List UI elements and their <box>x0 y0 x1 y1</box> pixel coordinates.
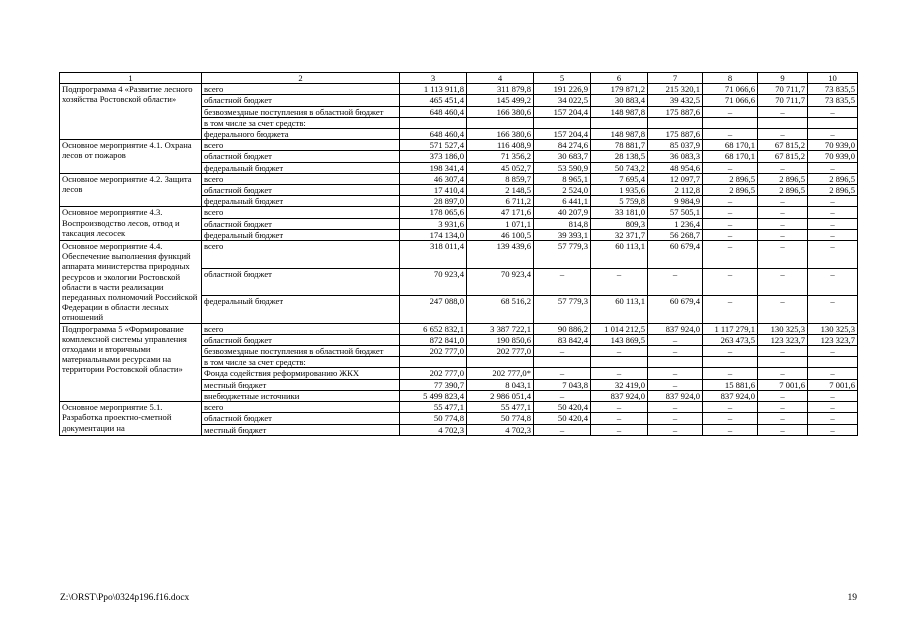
amount-cell: – <box>703 218 758 229</box>
amount-cell: – <box>591 413 648 424</box>
amount-cell: 175 887,6 <box>648 129 703 140</box>
amount-cell: – <box>758 162 808 173</box>
amount-cell: 2 896,5 <box>808 173 858 184</box>
amount-cell: – <box>808 402 858 413</box>
amount-cell <box>758 357 808 368</box>
amount-cell: 145 499,2 <box>467 95 534 106</box>
amount-cell: 648 460,4 <box>400 106 467 117</box>
amount-cell: – <box>808 346 858 357</box>
amount-cell: – <box>808 162 858 173</box>
table-row <box>60 402 858 413</box>
amount-cell: 50 774,8 <box>400 413 467 424</box>
amount-cell: 2 896,5 <box>703 185 758 196</box>
amount-cell: 30 883,4 <box>591 95 648 106</box>
amount-cell <box>703 117 758 128</box>
amount-cell: 8 043,1 <box>467 379 534 390</box>
amount-cell: 17 410,4 <box>400 185 467 196</box>
funding-source-cell: областной бюджет <box>202 413 400 424</box>
amount-cell: – <box>758 424 808 435</box>
program-name-cell: Основное мероприятие 4.2. Защита лесов <box>60 173 202 207</box>
column-number: 10 <box>808 73 858 84</box>
amount-cell <box>467 357 534 368</box>
amount-cell: 148 987,8 <box>591 106 648 117</box>
amount-cell: 2 896,5 <box>703 173 758 184</box>
amount-cell: – <box>758 129 808 140</box>
amount-cell: 837 924,0 <box>703 390 758 401</box>
funding-source-cell: местный бюджет <box>202 379 400 390</box>
amount-cell: 247 088,0 <box>400 296 467 324</box>
amount-cell: 70 711,7 <box>758 84 808 95</box>
amount-cell: – <box>703 346 758 357</box>
amount-cell: 84 274,6 <box>534 140 591 151</box>
amount-cell: – <box>648 379 703 390</box>
amount-cell: – <box>808 106 858 117</box>
table-row <box>60 173 858 184</box>
amount-cell: 157 204,4 <box>534 106 591 117</box>
amount-cell: 56 268,7 <box>648 229 703 240</box>
amount-cell: 68 170,1 <box>703 140 758 151</box>
amount-cell: – <box>808 296 858 324</box>
program-name-cell: Подпрограмма 4 «Развитие лесного хозяйства Ростовской области» <box>60 84 202 140</box>
program-name-cell: Основное мероприятие 5.1. Разработка проектно-сметной документации на <box>60 402 202 436</box>
amount-cell: – <box>591 402 648 413</box>
amount-cell: – <box>758 346 808 357</box>
amount-cell: 6 711,2 <box>467 196 534 207</box>
amount-cell: 50 420,4 <box>534 413 591 424</box>
program-name-cell: Основное мероприятие 4.4. Обеспечение выполнения функций аппарата министерства природных ресурсов и экологии Ростовской области в части реализации переданных полномочий Российской Федерации в области лесных отношений <box>60 241 202 324</box>
amount-cell: – <box>808 218 858 229</box>
amount-cell: 123 323,7 <box>808 334 858 345</box>
amount-cell: – <box>758 390 808 401</box>
amount-cell <box>648 117 703 128</box>
amount-cell: 70 711,7 <box>758 95 808 106</box>
amount-cell: 70 923,4 <box>400 268 467 296</box>
amount-cell: 143 869,5 <box>591 334 648 345</box>
amount-cell: 55 477,1 <box>467 402 534 413</box>
amount-cell: – <box>648 334 703 345</box>
table-row <box>60 241 858 269</box>
amount-cell: – <box>648 346 703 357</box>
amount-cell: 57 505,1 <box>648 207 703 218</box>
amount-cell: 3 387 722,1 <box>467 323 534 334</box>
amount-cell: – <box>808 424 858 435</box>
amount-cell: 33 181,0 <box>591 207 648 218</box>
amount-cell: 39 432,5 <box>648 95 703 106</box>
amount-cell: 190 850,6 <box>467 334 534 345</box>
column-number: 2 <box>202 73 400 84</box>
amount-cell: 837 924,0 <box>591 390 648 401</box>
column-number: 4 <box>467 73 534 84</box>
amount-cell: 2 112,8 <box>648 185 703 196</box>
amount-cell: 6 441,1 <box>534 196 591 207</box>
amount-cell: 57 779,3 <box>534 296 591 324</box>
amount-cell: 9 984,9 <box>648 196 703 207</box>
column-number: 6 <box>591 73 648 84</box>
amount-cell: 45 052,7 <box>467 162 534 173</box>
program-name-cell: Подпрограмма 5 «Формирование комплексной системы управления отходами и вторичными материальными ресурсами на территории Ростовской области» <box>60 323 202 401</box>
amount-cell: – <box>703 241 758 269</box>
amount-cell: 12 097,7 <box>648 173 703 184</box>
amount-cell <box>467 117 534 128</box>
amount-cell: – <box>591 268 648 296</box>
amount-cell: – <box>534 424 591 435</box>
amount-cell: 70 939,0 <box>808 151 858 162</box>
page-number: 19 <box>847 593 857 603</box>
amount-cell: 67 815,2 <box>758 140 808 151</box>
amount-cell <box>534 117 591 128</box>
amount-cell: 73 835,5 <box>808 84 858 95</box>
amount-cell: 166 380,6 <box>467 106 534 117</box>
amount-cell: 814,8 <box>534 218 591 229</box>
funding-source-cell: федеральный бюджет <box>202 196 400 207</box>
amount-cell: 50 420,4 <box>534 402 591 413</box>
amount-cell: 1 071,1 <box>467 218 534 229</box>
amount-cell: 2 148,5 <box>467 185 534 196</box>
amount-cell: 28 897,0 <box>400 196 467 207</box>
program-name-cell: Основное мероприятие 4.3. Воспроизводство лесов, отвод и таксация лесосек <box>60 207 202 241</box>
funding-source-cell: Фонда содействия реформированию ЖКХ <box>202 368 400 379</box>
amount-cell: 8 965,1 <box>534 173 591 184</box>
amount-cell: 32 419,0 <box>591 379 648 390</box>
amount-cell: 7 695,4 <box>591 173 648 184</box>
funding-source-cell: областной бюджет <box>202 95 400 106</box>
table-row <box>60 84 858 95</box>
funding-source-cell: федеральный бюджет <box>202 229 400 240</box>
amount-cell: 2 896,5 <box>758 185 808 196</box>
amount-cell: 175 887,6 <box>648 106 703 117</box>
funding-source-cell: внебюджетные источники <box>202 390 400 401</box>
amount-cell: 7 043,8 <box>534 379 591 390</box>
funding-source-cell: всего <box>202 241 400 269</box>
amount-cell: 202 777,0 <box>400 368 467 379</box>
amount-cell: 15 881,6 <box>703 379 758 390</box>
amount-cell: 60 679,4 <box>648 241 703 269</box>
amount-cell: 83 842,4 <box>534 334 591 345</box>
amount-cell: 1 014 212,5 <box>591 323 648 334</box>
amount-cell: 373 186,0 <box>400 151 467 162</box>
amount-cell: – <box>703 207 758 218</box>
amount-cell: – <box>703 296 758 324</box>
amount-cell: 40 207,9 <box>534 207 591 218</box>
amount-cell: – <box>758 196 808 207</box>
amount-cell: – <box>703 162 758 173</box>
amount-cell: 55 477,1 <box>400 402 467 413</box>
amount-cell: – <box>648 402 703 413</box>
amount-cell: – <box>758 268 808 296</box>
amount-cell: 837 924,0 <box>648 390 703 401</box>
amount-cell: – <box>534 268 591 296</box>
amount-cell: 3 931,6 <box>400 218 467 229</box>
amount-cell: 34 022,5 <box>534 95 591 106</box>
funding-source-cell: федеральный бюджет <box>202 162 400 173</box>
column-number: 8 <box>703 73 758 84</box>
amount-cell: 36 083,3 <box>648 151 703 162</box>
amount-cell <box>648 357 703 368</box>
amount-cell: – <box>808 413 858 424</box>
amount-cell: – <box>808 229 858 240</box>
amount-cell: 1 117 279,1 <box>703 323 758 334</box>
funding-source-cell: федерального бюджета <box>202 129 400 140</box>
amount-cell: 28 138,5 <box>591 151 648 162</box>
amount-cell: – <box>703 413 758 424</box>
amount-cell: – <box>808 207 858 218</box>
amount-cell: 73 835,5 <box>808 95 858 106</box>
amount-cell: – <box>758 207 808 218</box>
amount-cell: 202 777,0 <box>400 346 467 357</box>
amount-cell: – <box>534 368 591 379</box>
amount-cell: – <box>808 129 858 140</box>
amount-cell: 318 011,4 <box>400 241 467 269</box>
amount-cell: 1 236,4 <box>648 218 703 229</box>
amount-cell: – <box>703 402 758 413</box>
document-path: Z:\ORST\Ppo\0324p196.f16.docx <box>60 593 190 603</box>
amount-cell: 130 325,3 <box>808 323 858 334</box>
amount-cell: 47 171,6 <box>467 207 534 218</box>
amount-cell: 6 652 832,1 <box>400 323 467 334</box>
amount-cell: 157 204,4 <box>534 129 591 140</box>
amount-cell: – <box>648 424 703 435</box>
funding-source-cell: всего <box>202 84 400 95</box>
amount-cell: 215 320,1 <box>648 84 703 95</box>
amount-cell: 7 001,6 <box>758 379 808 390</box>
amount-cell: – <box>808 368 858 379</box>
amount-cell: – <box>703 196 758 207</box>
amount-cell: 116 408,9 <box>467 140 534 151</box>
funding-source-cell: федеральный бюджет <box>202 296 400 324</box>
amount-cell: 2 986 051,4 <box>467 390 534 401</box>
amount-cell: 8 859,7 <box>467 173 534 184</box>
amount-cell <box>808 117 858 128</box>
amount-cell: – <box>808 268 858 296</box>
amount-cell: 71 356,2 <box>467 151 534 162</box>
amount-cell: 32 371,7 <box>591 229 648 240</box>
funding-source-cell: областной бюджет <box>202 268 400 296</box>
amount-cell: 837 924,0 <box>648 323 703 334</box>
column-number: 1 <box>60 73 202 84</box>
amount-cell <box>758 117 808 128</box>
amount-cell: – <box>758 106 808 117</box>
amount-cell <box>703 357 758 368</box>
amount-cell: 70 939,0 <box>808 140 858 151</box>
amount-cell: – <box>648 268 703 296</box>
amount-cell: 78 881,7 <box>591 140 648 151</box>
funding-source-cell: областной бюджет <box>202 185 400 196</box>
amount-cell: 148 987,8 <box>591 129 648 140</box>
program-name-cell: Основное мероприятие 4.1. Охрана лесов от пожаров <box>60 140 202 174</box>
funding-source-cell: всего <box>202 173 400 184</box>
amount-cell: 68 516,2 <box>467 296 534 324</box>
amount-cell: 46 307,4 <box>400 173 467 184</box>
amount-cell: 53 590,9 <box>534 162 591 173</box>
amount-cell: 71 066,6 <box>703 84 758 95</box>
amount-cell: 68 170,1 <box>703 151 758 162</box>
amount-cell: 7 001,6 <box>808 379 858 390</box>
amount-cell: 809,3 <box>591 218 648 229</box>
amount-cell: 5 759,8 <box>591 196 648 207</box>
amount-cell: – <box>591 346 648 357</box>
amount-cell: – <box>758 413 808 424</box>
amount-cell: 166 380,6 <box>467 129 534 140</box>
amount-cell: 4 702,3 <box>400 424 467 435</box>
amount-cell: – <box>758 368 808 379</box>
amount-cell: 4 702,3 <box>467 424 534 435</box>
amount-cell: 198 341,4 <box>400 162 467 173</box>
amount-cell: – <box>808 196 858 207</box>
amount-cell: 202 777,0 <box>467 346 534 357</box>
amount-cell: – <box>758 402 808 413</box>
amount-cell: 263 473,5 <box>703 334 758 345</box>
amount-cell: 60 113,1 <box>591 296 648 324</box>
column-number-row <box>60 73 858 84</box>
amount-cell: – <box>703 268 758 296</box>
funding-source-cell: всего <box>202 323 400 334</box>
amount-cell: 179 871,2 <box>591 84 648 95</box>
table-body <box>60 84 858 436</box>
amount-cell: 1 113 911,8 <box>400 84 467 95</box>
column-number: 3 <box>400 73 467 84</box>
amount-cell: – <box>534 390 591 401</box>
funding-source-cell: в том числе за счет средств: <box>202 117 400 128</box>
amount-cell: 39 393,1 <box>534 229 591 240</box>
amount-cell: 2 896,5 <box>808 185 858 196</box>
amount-cell <box>400 357 467 368</box>
funding-source-cell: всего <box>202 140 400 151</box>
amount-cell: 57 779,3 <box>534 241 591 269</box>
amount-cell: – <box>808 241 858 269</box>
amount-cell: – <box>591 424 648 435</box>
amount-cell: 90 886,2 <box>534 323 591 334</box>
amount-cell: 571 527,4 <box>400 140 467 151</box>
amount-cell: 30 683,7 <box>534 151 591 162</box>
amount-cell: 46 100,5 <box>467 229 534 240</box>
amount-cell: – <box>648 368 703 379</box>
amount-cell: 48 954,6 <box>648 162 703 173</box>
funding-source-cell: безвозмездные поступления в областной бюджет <box>202 106 400 117</box>
funding-source-cell: всего <box>202 402 400 413</box>
amount-cell: – <box>808 390 858 401</box>
table-row <box>60 140 858 151</box>
amount-cell: 872 841,0 <box>400 334 467 345</box>
table-row <box>60 207 858 218</box>
amount-cell: – <box>703 229 758 240</box>
amount-cell: 77 390,7 <box>400 379 467 390</box>
amount-cell: 60 679,4 <box>648 296 703 324</box>
amount-cell: 123 323,7 <box>758 334 808 345</box>
amount-cell: 1 935,6 <box>591 185 648 196</box>
amount-cell: 85 037,9 <box>648 140 703 151</box>
amount-cell: 202 777,0* <box>467 368 534 379</box>
funding-source-cell: всего <box>202 207 400 218</box>
amount-cell: 50 743,2 <box>591 162 648 173</box>
amount-cell <box>808 357 858 368</box>
funding-source-cell: в том числе за счет средств: <box>202 357 400 368</box>
column-number: 7 <box>648 73 703 84</box>
amount-cell: 465 451,4 <box>400 95 467 106</box>
amount-cell: – <box>591 368 648 379</box>
amount-cell: 191 226,9 <box>534 84 591 95</box>
amount-cell: 2 896,5 <box>758 173 808 184</box>
amount-cell: 130 325,3 <box>758 323 808 334</box>
amount-cell: – <box>758 296 808 324</box>
amount-cell: – <box>703 129 758 140</box>
amount-cell: 5 499 823,4 <box>400 390 467 401</box>
amount-cell: – <box>758 229 808 240</box>
funding-source-cell: областной бюджет <box>202 334 400 345</box>
amount-cell: 178 065,6 <box>400 207 467 218</box>
funding-source-cell: областной бюджет <box>202 218 400 229</box>
amount-cell: 67 815,2 <box>758 151 808 162</box>
budget-table <box>59 72 858 436</box>
amount-cell: 70 923,4 <box>467 268 534 296</box>
amount-cell <box>591 117 648 128</box>
amount-cell <box>534 357 591 368</box>
amount-cell: 311 879,8 <box>467 84 534 95</box>
amount-cell: – <box>703 368 758 379</box>
amount-cell: 71 066,6 <box>703 95 758 106</box>
column-number: 9 <box>758 73 808 84</box>
amount-cell: – <box>758 218 808 229</box>
table-row <box>60 323 858 334</box>
amount-cell: 648 460,4 <box>400 129 467 140</box>
amount-cell: 174 134,0 <box>400 229 467 240</box>
funding-source-cell: местный бюджет <box>202 424 400 435</box>
amount-cell <box>400 117 467 128</box>
funding-source-cell: безвозмездные поступления в областной бюджет <box>202 346 400 357</box>
amount-cell: 2 524,0 <box>534 185 591 196</box>
amount-cell: – <box>648 413 703 424</box>
amount-cell: 139 439,6 <box>467 241 534 269</box>
amount-cell: 60 113,1 <box>591 241 648 269</box>
amount-cell: – <box>703 424 758 435</box>
funding-source-cell: областной бюджет <box>202 151 400 162</box>
amount-cell: – <box>758 241 808 269</box>
amount-cell <box>591 357 648 368</box>
amount-cell: – <box>534 346 591 357</box>
column-number: 5 <box>534 73 591 84</box>
amount-cell: 50 774,8 <box>467 413 534 424</box>
amount-cell: – <box>703 106 758 117</box>
